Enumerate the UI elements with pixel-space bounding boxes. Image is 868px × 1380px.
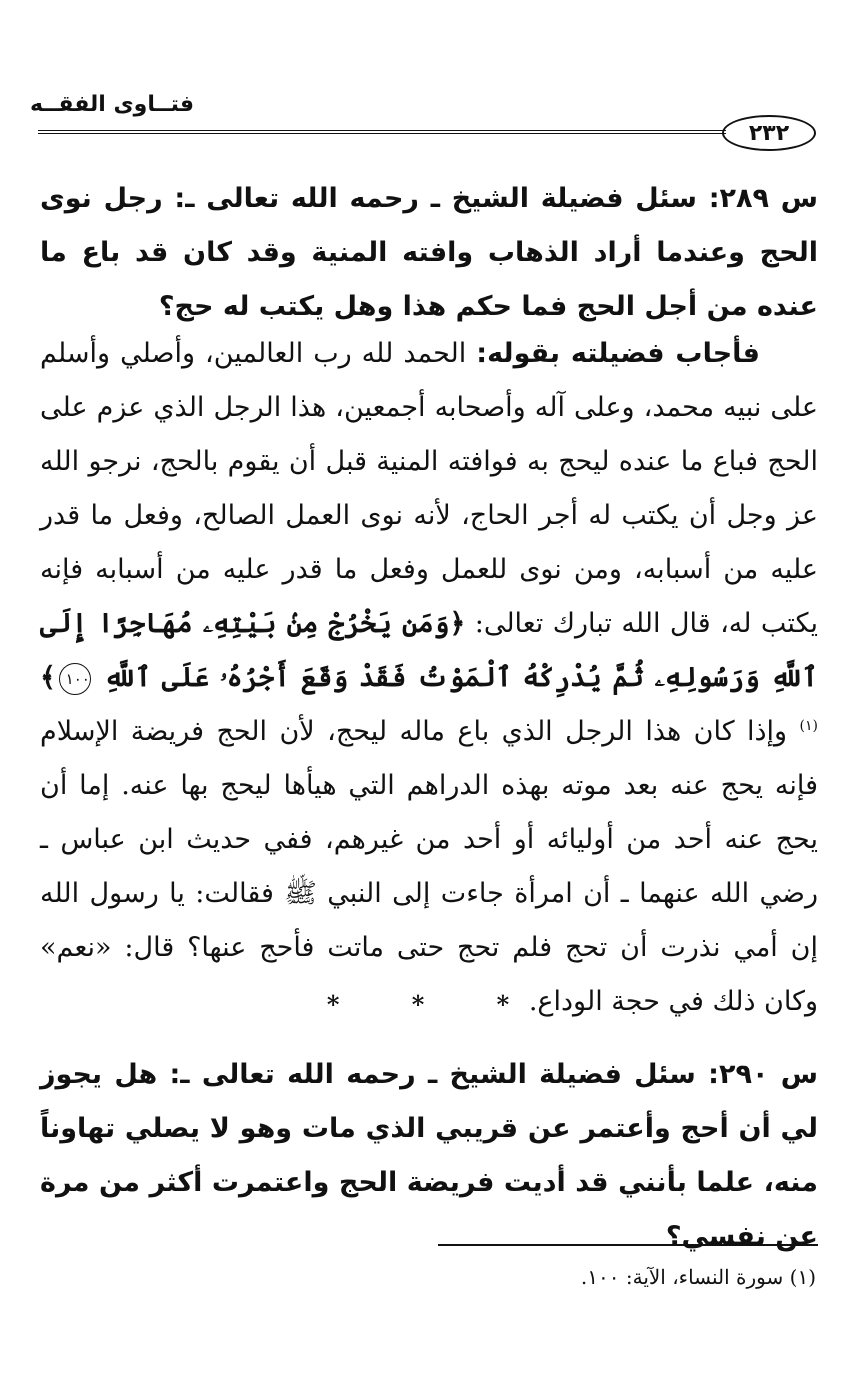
running-title: فتــاوى الفقــه [30,92,195,117]
question-number: س ٢٨٩: [708,183,818,214]
quran-close-bracket: ﴾ [40,662,56,693]
ayah-number-marker: ١٠٠ [59,663,91,695]
question-289 [40,172,818,334]
question-text: سئل فضيلة الشيخ ـ رحمه الله تعالى ـ: رجل نوى الحج وعندما أراد الذهاب وافته المنية وقد كان قد باع ما عنده من أجل الحج فما حكم هذا وهل يكتب له حج؟ [40,183,818,322]
question-number: س ٢٩٠: [708,1059,818,1090]
footnote-reference: (١) [799,718,818,734]
answer-289 [40,327,818,1029]
question-text: سئل فضيلة الشيخ ـ رحمه الله تعالى ـ: هل يجوز لي أن أحج وأعتمر عن قريبي الذي مات وهو لا يصلي تهاوناً منه، علما بأنني قد أديت فريضة الحج واعتمرت أكثر من مرة عن نفسي؟ [40,1059,818,1252]
question-290 [40,1048,818,1264]
footnote: (١) سورة النساء، الآية: ١٠٠. [580,1265,816,1289]
page-number: ٢٣٢ [722,115,816,151]
section-separator: * * * [326,990,542,1019]
answer-text-part-2: وإذا كان هذا الرجل الذي باع ماله ليحج، لأن الحج فريضة الإسلام فإنه يحج عنه بعد موته بهذه الدراهم التي هيأها ليحج بها عنه. إما أن يحج عنه أحد من أوليائه أو أحد من غيرهم، ففي حديث ابن عباس ـ رضي الله عنهما ـ أن امرأة جاءت إلى النبي ﷺ فقالت: يا رسول الله إن أمي نذرت أن تحج فلم تحج حتى ماتت فأحج عنها؟ قال: «نعم» وكان ذلك في حجة الوداع. [40,716,818,1017]
header-rule [38,130,726,134]
answer-text-part-1: الحمد لله رب العالمين، وأصلي وأسلم على نبيه محمد، وعلى آله وأصحابه أجمعين، هذا الرجل الذي عزم على الحج فباع ما عنده ليحج به فوافته المنية قبل أن يقوم بالحج، نرجو الله عز وجل أن يكتب له أجر الحاج، لأنه نوى العمل الصالح، وفعل ما قدر عليه من أسبابه، ومن نوى للعمل وفعل ما قدر عليه من أسبابه فإنه يكتب له، قال الله تبارك تعالى: [40,338,818,639]
footnote-rule [438,1244,818,1246]
answer-lead: فأجاب فضيلته بقوله: [476,338,760,369]
quran-verse: ﴿وَمَن يَخْرُجْ مِنۢ بَيْتِهِۦ مُهَاجِرًا إِلَى ٱللَّهِ وَرَسُولِهِۦ ثُمَّ يُدْرِكْهُ ٱلْمَوْتُ فَقَدْ وَقَعَ أَجْرُهُۥ عَلَى ٱللَّهِ [40,608,819,693]
